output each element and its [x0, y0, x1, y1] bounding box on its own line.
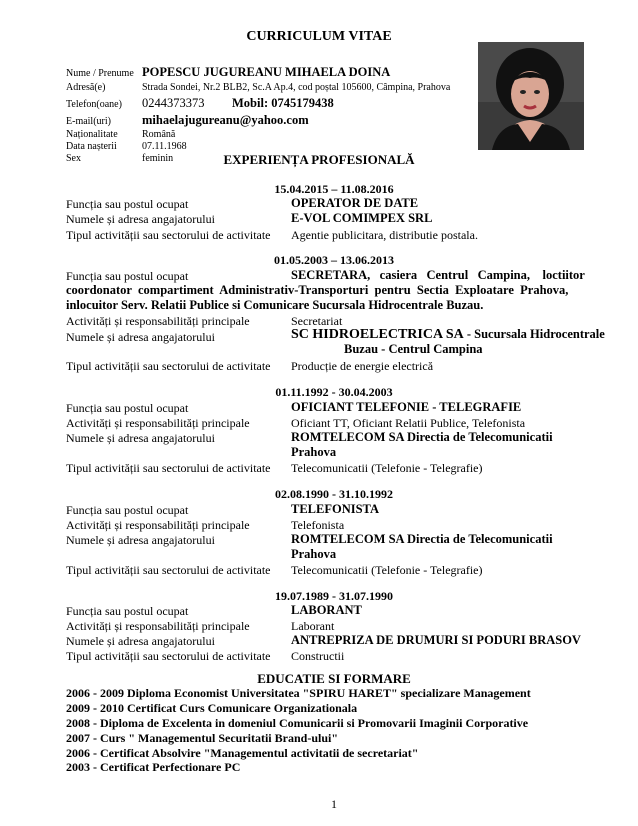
sector-label: Tipul activității sau sectorului de activitate [66, 649, 271, 663]
portrait-illustration [478, 42, 584, 150]
name-row [66, 65, 390, 80]
position-value: OPERATOR DE DATE [291, 196, 419, 210]
employer-label: Numele și adresa angajatorului [66, 533, 215, 547]
responsibilities-label: Activități și responsabilități principale [66, 518, 250, 532]
position-label: Funcția sau postul ocupat [66, 269, 189, 283]
document-title: CURRICULUM VITAE [246, 29, 392, 44]
sector-label: Tipul activității sau sectorului de activitate [66, 359, 271, 373]
sector-value: Telecomunicatii (Telefonie - Telegrafie) [291, 563, 483, 577]
employer-value-continued: Prahova [291, 547, 337, 561]
employer-value: ANTREPRIZA DE DRUMURI SI PODURI BRASOV [291, 633, 581, 647]
education-item: 2009 - 2010 Certificat Curs Comunicare Organizationala [66, 701, 358, 715]
education-item: 2006 - Certificat Absolvire "Managementul activitatii de secretariat" [66, 746, 419, 760]
sector-value: Constructii [291, 649, 345, 663]
employer-name: SC HIDROELECTRICA SA [291, 327, 464, 342]
mobile-value: Mobil: 0745179438 [232, 96, 334, 110]
job-dates: 02.08.1990 - 31.10.1992 [275, 487, 393, 501]
sector-value: Producție de energie electrică [291, 359, 434, 373]
employer-value-continued: Prahova [291, 445, 337, 459]
phone-row [66, 96, 334, 111]
sector-value: Agentie publicitara, distributie postala. [291, 228, 478, 242]
responsibilities-label: Activități și responsabilități principale [66, 416, 250, 430]
sector-label: Tipul activității sau sectorului de activitate [66, 461, 271, 475]
employer-value-continued: Buzau - Centrul Campina [344, 342, 483, 356]
position-value-continued: coordonator compartiment Administrativ-Transporturi pentru Sectia Exploatare Prahova, [66, 283, 569, 297]
position-value: TELEFONISTA [291, 502, 379, 516]
phone-value: 0244373373 [142, 96, 205, 110]
job-dates: 01.05.2003 – 13.06.2013 [274, 253, 394, 267]
experience-heading: EXPERIENȚA PROFESIONALĂ [223, 152, 415, 167]
position-label: Funcția sau postul ocupat [66, 197, 189, 211]
position-value: OFICIANT TELEFONIE - TELEGRAFIE [291, 400, 522, 414]
name-label: Nume / Prenume [66, 68, 134, 79]
page-number: 1 [331, 797, 337, 811]
responsibilities-label: Activități și responsabilități principale [66, 314, 250, 328]
education-item: 2007 - Curs " Managementul Securitatii Brand-ului" [66, 731, 338, 745]
email-label: E-mail(uri) [66, 116, 111, 127]
nationality-value: Română [142, 129, 176, 140]
education-item: 2006 - 2009 Diploma Economist Universitatea "SPIRU HARET" specializare Management [66, 686, 531, 700]
phone-label: Telefon(oane) [66, 99, 122, 110]
nationality-row [66, 129, 175, 140]
birthdate-label: Data nașterii [66, 141, 117, 152]
responsibilities-value: Secretariat [291, 314, 343, 328]
name-value: POPESCU JUGUREANU MIHAELA DOINA [142, 65, 391, 79]
address-label: Adresă(e) [66, 82, 106, 93]
email-row [66, 113, 309, 128]
employer-value: E-VOL COMIMPEX SRL [291, 211, 433, 225]
responsibilities-value: Oficiant TT, Oficiant Relatii Publice, Telefonista [291, 416, 526, 430]
employer-value [291, 327, 605, 342]
responsibilities-value: Telefonista [291, 518, 345, 532]
employer-label: Numele și adresa angajatorului [66, 330, 215, 344]
responsibilities-label: Activități și responsabilități principale [66, 619, 250, 633]
email-value: mihaelajugureanu@yahoo.com [142, 113, 309, 127]
sector-label: Tipul activității sau sectorului de activitate [66, 228, 271, 242]
position-value: LABORANT [291, 603, 362, 617]
sex-label: Sex [66, 153, 81, 164]
address-row [66, 82, 450, 93]
profile-photo [478, 42, 584, 150]
job-dates: 01.11.1992 - 30.04.2003 [275, 385, 393, 399]
position-value-continued: inlocuitor Serv. Relatii Publice si Comunicare Sucursala Hidrocentrale Buzau. [66, 298, 484, 312]
employer-label: Numele și adresa angajatorului [66, 634, 215, 648]
responsibilities-value: Laborant [291, 619, 335, 633]
sector-value: Telecomunicatii (Telefonie - Telegrafie) [291, 461, 483, 475]
position-label: Funcția sau postul ocupat [66, 604, 189, 618]
sex-value: feminin [142, 153, 174, 164]
position-label: Funcția sau postul ocupat [66, 401, 189, 415]
education-heading: EDUCATIE SI FORMARE [257, 671, 411, 686]
job-dates: 19.07.1989 - 31.07.1990 [275, 589, 393, 603]
sector-label: Tipul activității sau sectorului de activitate [66, 563, 271, 577]
position-label: Funcția sau postul ocupat [66, 503, 189, 517]
education-item: 2008 - Diploma de Excelenta in domeniul Comunicarii si Promovarii Imaginii Corporative [66, 716, 529, 730]
birthdate-value: 07.11.1968 [142, 141, 187, 152]
employer-value: ROMTELECOM SA Directia de Telecomunicatii [291, 430, 553, 444]
employer-value: ROMTELECOM SA Directia de Telecomunicatii [291, 532, 553, 546]
employer-branch: - Sucursala Hidrocentrale [463, 327, 605, 341]
position-value: SECRETARA, casiera Centrul Campina, loctiitor [291, 268, 585, 282]
job-dates: 15.04.2015 – 11.08.2016 [274, 182, 394, 196]
nationality-label: Naționalitate [66, 129, 118, 140]
education-item: 2003 - Certificat Perfectionare PC [66, 760, 241, 774]
employer-label: Numele și adresa angajatorului [66, 212, 215, 226]
employer-label: Numele și adresa angajatorului [66, 431, 215, 445]
address-value: Strada Sondei, Nr.2 BLB2, Sc.A Ap.4, cod poștal 105600, Câmpina, Prahova [142, 82, 451, 93]
birthdate-row [66, 141, 187, 152]
